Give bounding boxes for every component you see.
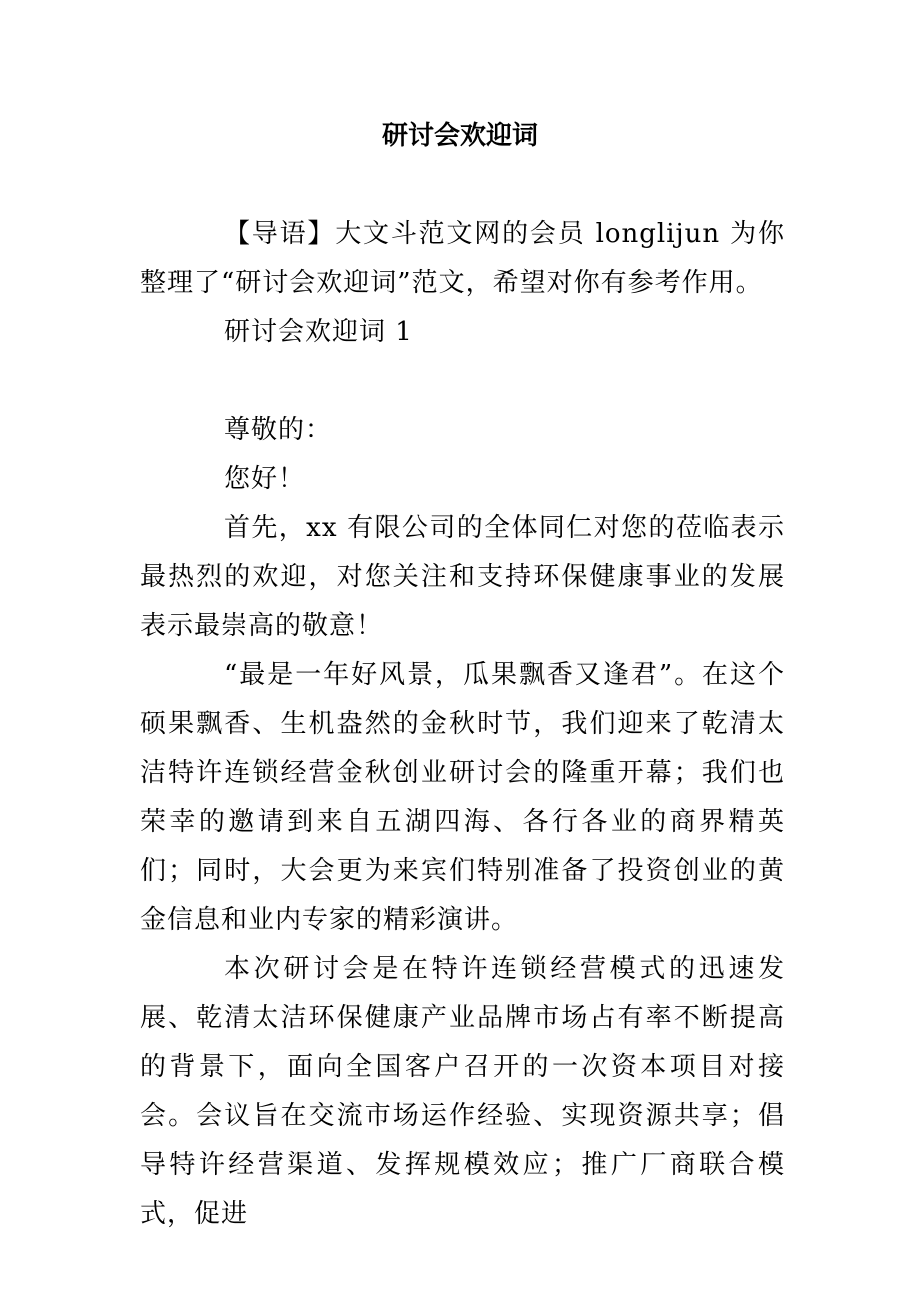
greeting: 您好！ [224, 464, 306, 494]
body-paragraph: 首先，xx 有限公司的全体同仁对您的莅临表示最热烈的欢迎，对您关注和支持环保健康事业的发展表示最崇高的敬意！ [140, 513, 785, 641]
document-body [140, 210, 785, 1239]
blank-line [140, 357, 785, 406]
intro-paragraph: 【导语】大文斗范文网的会员 longlijun 为你整理了“研讨会欢迎词”范文，希望对你有参考作用。 [140, 219, 785, 298]
section-heading: 研讨会欢迎词 1 [224, 317, 413, 347]
body-paragraph: “最是一年好风景，瓜果飘香又逢君”。在这个硕果飘香、生机盎然的金秋时节，我们迎来了乾清太洁特许连锁经营金秋创业研讨会的隆重开幕；我们也荣幸的邀请到来自五湖四海、各行各业的商界精英们；同时，大会更为来宾们特别准备了投资创业的黄金信息和业内专家的精彩演讲。 [140, 660, 785, 935]
document-title: 研讨会欢迎词 [381, 121, 538, 151]
salutation: 尊敬的： [224, 415, 333, 445]
body-paragraph: 本次研讨会是在特许连锁经营模式的迅速发展、乾清太洁环保健康产业品牌市场占有率不断提高的背景下，面向全国客户召开的一次资本项目对接会。会议旨在交流市场运作经验、实现资源共享；倡导特许经营渠道、发挥规模效应；推广厂商联合模式，促进 [140, 954, 785, 1229]
